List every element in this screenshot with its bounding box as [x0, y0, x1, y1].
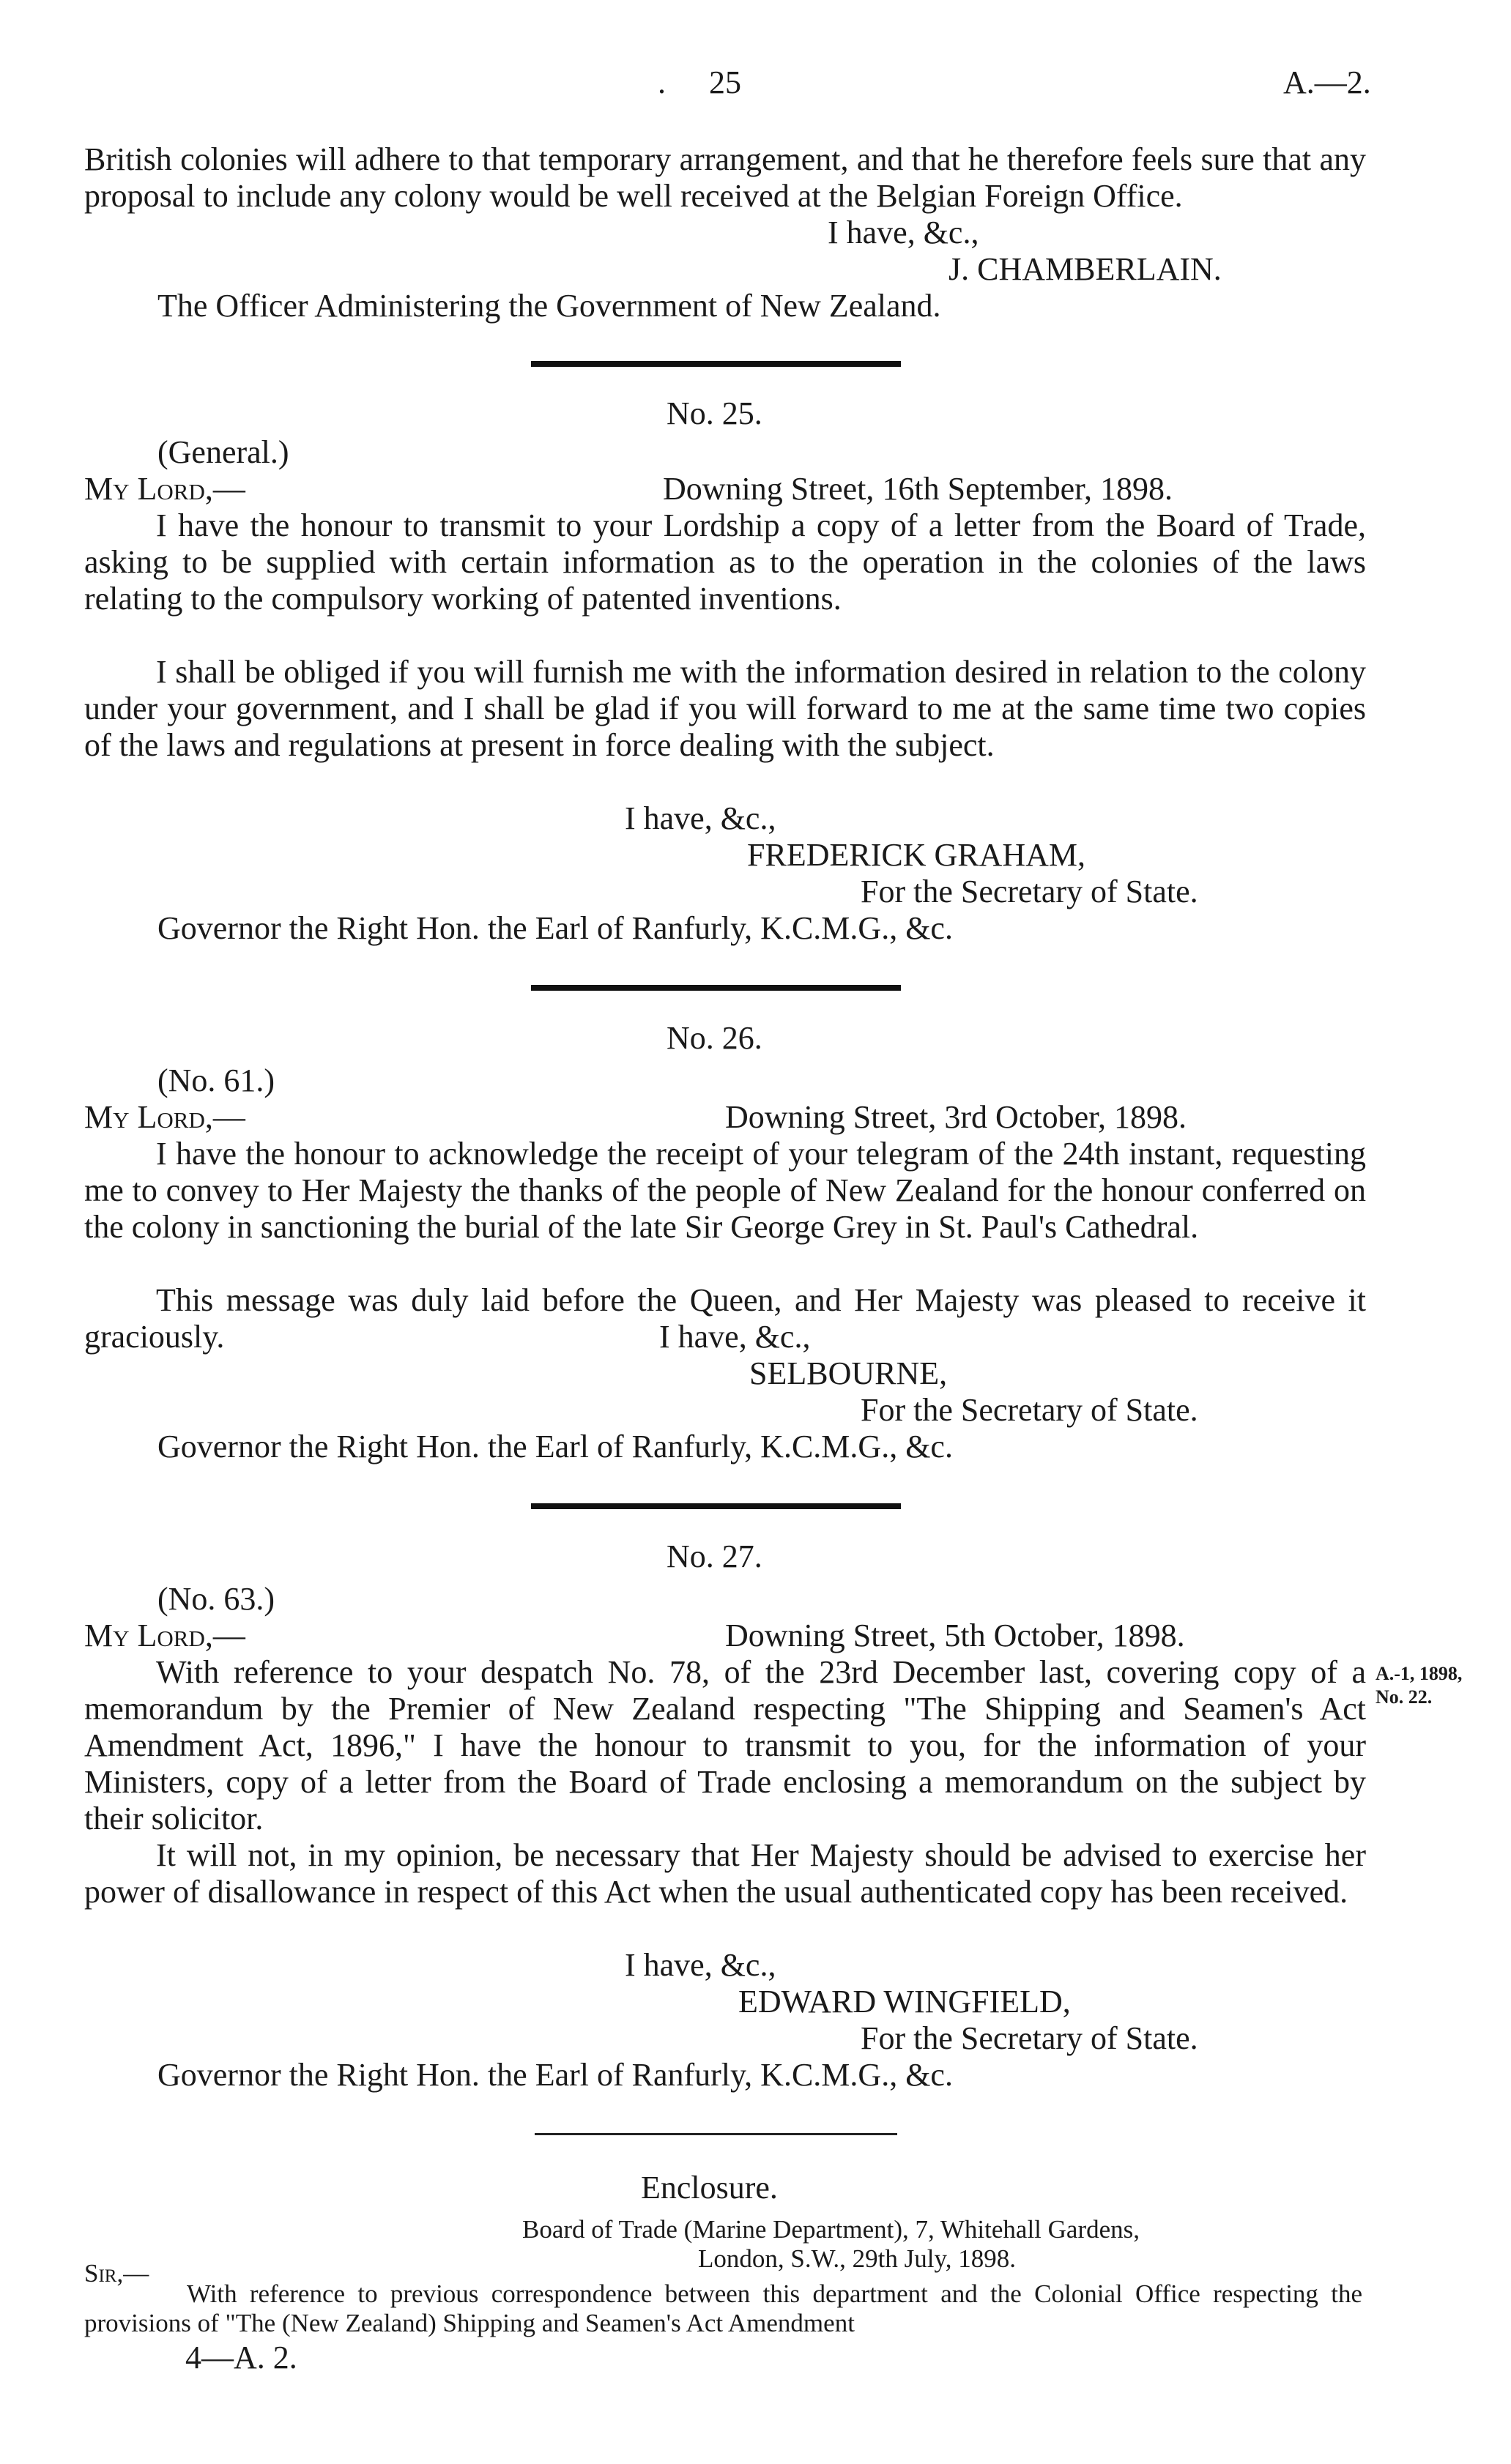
letter26-ref: (No. 61.) — [157, 1062, 275, 1098]
letter27-place-date: Downing Street, 5th October, 1898. — [725, 1618, 1185, 1653]
letter26-addressee: Governor the Right Hon. the Earl of Ranfurly, K.C.M.G., &c. — [157, 1429, 953, 1464]
paper-reference: A.—2. — [1283, 64, 1371, 100]
letter27-paragraph-1 — [84, 1654, 1366, 1837]
letter27-salutation: My Lord,— — [84, 1618, 245, 1653]
letter25-paragraph-2 — [84, 654, 1366, 764]
letter26-paragraph-2-text: This message was duly laid before the Queen, and Her Majesty was pleased to receive it graciously. — [84, 1282, 1366, 1355]
page-number: 25 — [709, 64, 741, 100]
section-divider — [531, 1503, 901, 1509]
letter25-closing: I have, &c., — [625, 800, 776, 836]
enclosure-divider — [535, 2133, 897, 2135]
letter27-closing: I have, &c., — [625, 1947, 776, 1983]
letter25-paragraph-1-text: I have the honour to transmit to your Lordship a copy of a letter from the Board of Trade, asking to be supplied with certain information as to the operation in the colonies of the laws relating to the compulsory working of patented inventions. — [84, 507, 1366, 617]
letter25-salutation: My Lord,— — [84, 471, 245, 507]
letter26-paragraph-1-text: I have the honour to acknowledge the receipt of your telegram of the 24th instant, requesting me to convey to Her Majesty the thanks of the people of New Zealand for the honour conferred on the colony in sanctioning the burial of the late Sir George Grey in St. Paul's Cathedral. — [84, 1136, 1366, 1245]
margin-reference-1: A.-1, 1898, — [1376, 1663, 1463, 1684]
enclosure-from-line-2: London, S.W., 29th July, 1898. — [698, 2244, 1016, 2273]
letter24-closing: I have, &c., — [828, 215, 979, 250]
enclosure-paragraph-1 — [84, 2279, 1362, 2338]
letter25-place-date: Downing Street, 16th September, 1898. — [663, 471, 1173, 507]
letter27-paragraph-1-text: With reference to your despatch No. 78, of the 23rd December last, covering copy of a memorandum by the Premier of New Zealand respecting "The Shipping and Seamen's Act Amendment Act, 1896," I have the honour to transmit to you, for the information of your Ministers, copy of a letter from the Board of Trade enclosing a memorandum on the subject by their solicitor. — [84, 1654, 1366, 1836]
enclosure-salutation: Sir,— — [84, 2259, 149, 2288]
letter27-number: No. 27. — [667, 1538, 762, 1574]
letter27-addressee: Governor the Right Hon. the Earl of Ranfurly, K.C.M.G., &c. — [157, 2057, 953, 2093]
letter25-signature: FREDERICK GRAHAM, — [747, 837, 1086, 873]
enclosure-from-line-1: Board of Trade (Marine Department), 7, Whitehall Gardens, — [522, 2215, 1140, 2244]
letter25-number: No. 25. — [667, 395, 762, 431]
letter25-paragraph-1 — [84, 507, 1366, 617]
letter26-number: No. 26. — [667, 1020, 762, 1056]
header-dot: . — [658, 64, 666, 100]
letter26-signature: SELBOURNE, — [749, 1355, 948, 1391]
letter24-signature: J. CHAMBERLAIN. — [948, 251, 1222, 287]
signature-mark: 4—A. 2. — [185, 2340, 297, 2375]
letter26-signature-role: For the Secretary of State. — [861, 1392, 1198, 1428]
letter27-paragraph-2 — [84, 1837, 1366, 1910]
letter24-body: British colonies will adhere to that temporary arrangement, and that he therefore feels sure that any proposal to include any colony would be well received at the Belgian Foreign Office. — [84, 141, 1366, 214]
letter26-salutation: My Lord,— — [84, 1099, 245, 1135]
letter25-signature-role: For the Secretary of State. — [861, 874, 1198, 909]
enclosure-paragraph-1-text: With reference to previous correspondence between this department and the Colonial Office respecting the provisions of "The (New Zealand) Shipping and Seamen's Act Amendment — [84, 2279, 1362, 2337]
letter26-paragraph-1 — [84, 1136, 1366, 1246]
section-divider — [531, 985, 901, 991]
letter27-paragraph-2-text: It will not, in my opinion, be necessary that Her Majesty should be advised to exercise her power of disallowance in respect of this Act when the usual authenticated copy has been received. — [84, 1837, 1366, 1910]
letter26-closing: I have, &c., — [659, 1319, 811, 1355]
letter26-place-date: Downing Street, 3rd October, 1898. — [725, 1099, 1187, 1135]
letter25-addressee: Governor the Right Hon. the Earl of Ranfurly, K.C.M.G., &c. — [157, 910, 953, 946]
letter27-signature: EDWARD WINGFIELD, — [738, 1984, 1071, 2020]
margin-reference-2: No. 22. — [1376, 1686, 1433, 1708]
letter27-signature-role: For the Secretary of State. — [861, 2020, 1198, 2056]
letter27-ref: (No. 63.) — [157, 1581, 275, 1617]
letter24-addressee: The Officer Administering the Government of New Zealand. — [157, 288, 941, 324]
section-divider — [531, 361, 901, 367]
enclosure-heading: Enclosure. — [641, 2170, 778, 2206]
letter25-ref: (General.) — [157, 434, 289, 470]
letter25-paragraph-2-text: I shall be obliged if you will furnish me with the information desired in relation to the colony under your government, and I shall be glad if you will forward to me at the same time two copies of the laws and regulations at present in force dealing with the subject. — [84, 654, 1366, 763]
